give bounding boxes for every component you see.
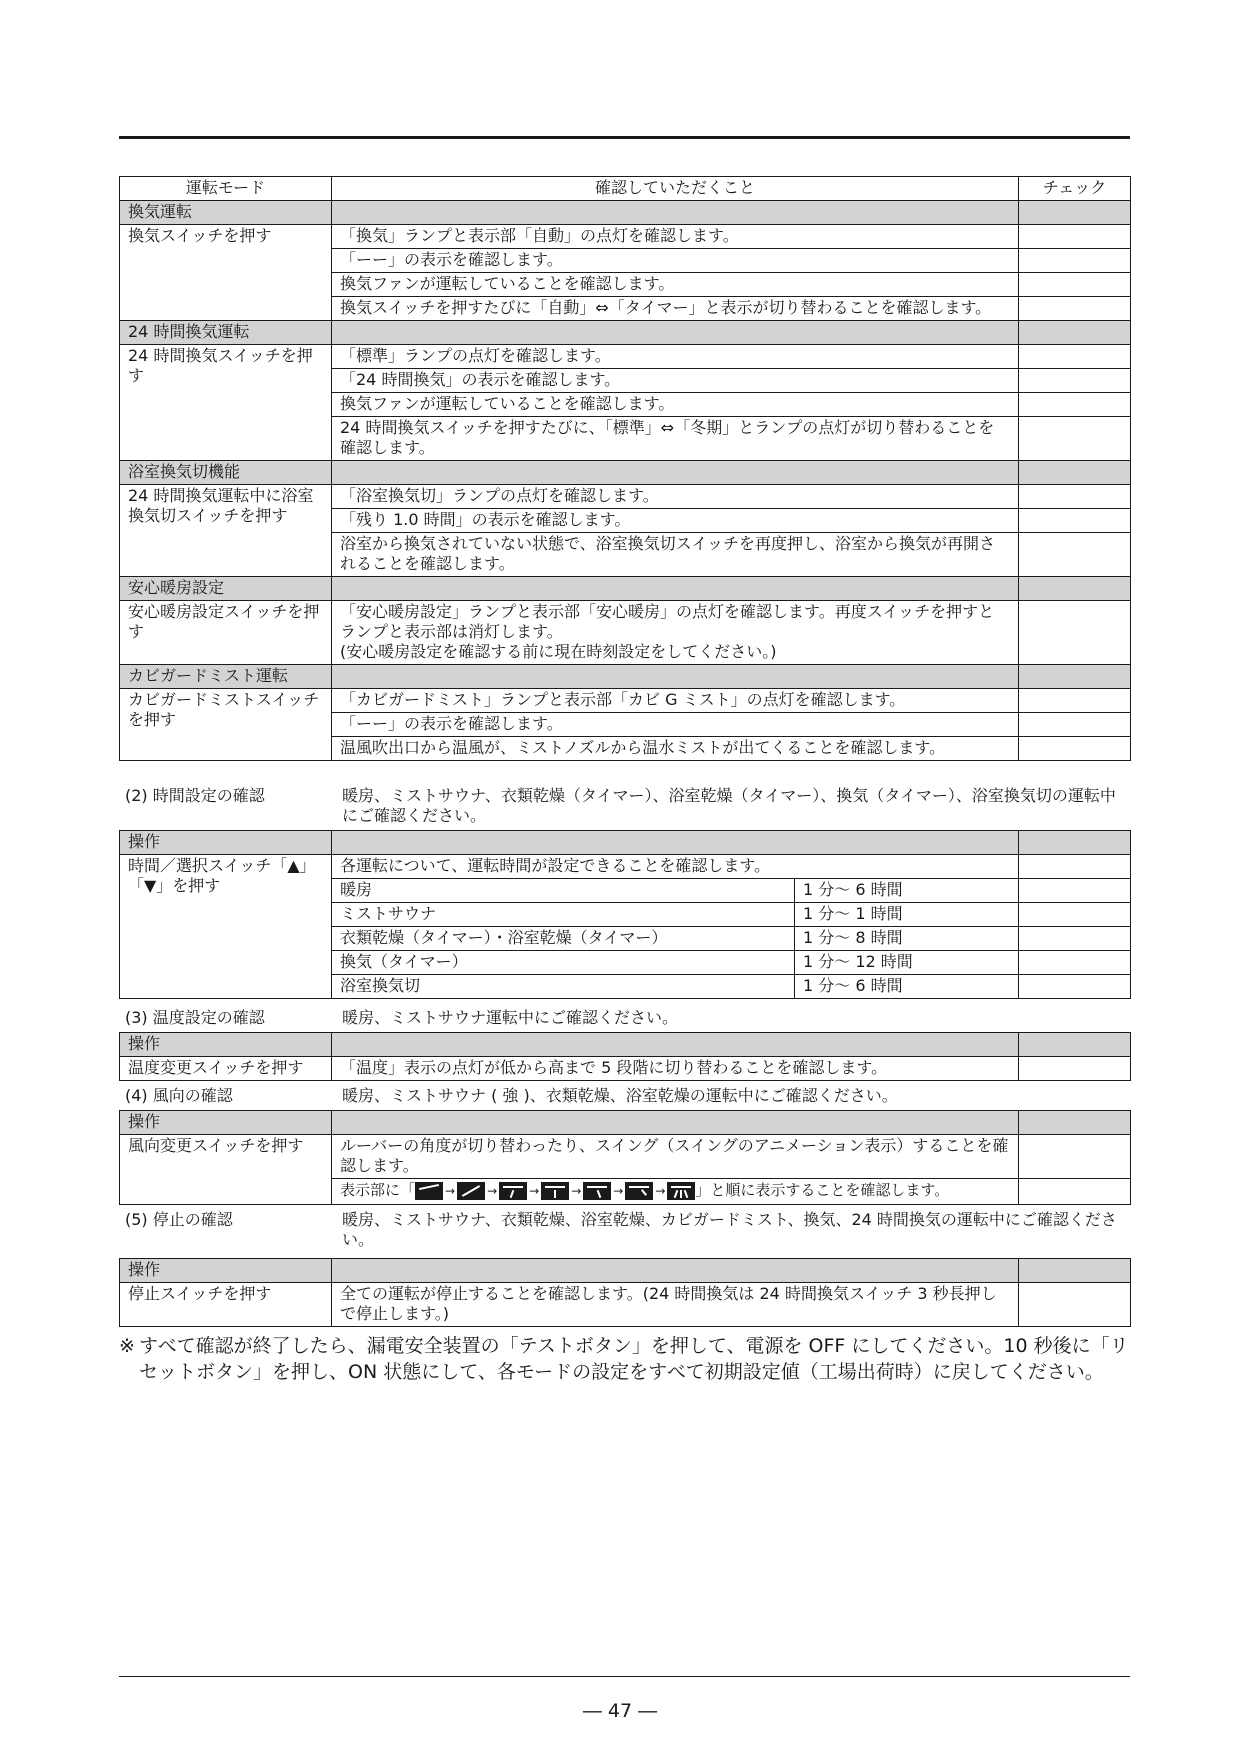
section-row	[120, 201, 1131, 225]
check-box[interactable]	[1019, 927, 1131, 951]
check-item: 浴室から換気されていない状態で、浴室換気切スイッチを再度押し、浴室から換気が再開されることを確認します。	[332, 533, 1019, 577]
operation-cell: 風向変更スイッチを押す	[120, 1135, 332, 1205]
note-mark: ※	[119, 1335, 135, 1357]
check-box[interactable]	[1019, 1283, 1131, 1327]
section-label: (5) 停止の確認	[125, 1210, 233, 1229]
mode-cell: ミストサウナ	[332, 903, 795, 927]
check-box[interactable]	[1019, 601, 1131, 665]
table-row	[120, 225, 1131, 249]
check-box[interactable]	[1019, 225, 1131, 249]
section-title: 安心暖房設定	[120, 577, 332, 601]
section-description: 暖房、ミストサウナ ( 強 )、衣類乾燥、浴室乾燥の運転中にご確認ください。	[342, 1086, 898, 1105]
check-item	[332, 601, 1019, 665]
check-box[interactable]	[1019, 951, 1131, 975]
louver-4-icon	[541, 1182, 569, 1200]
check-box[interactable]	[1019, 345, 1131, 369]
arrow: →	[613, 1183, 624, 1198]
operation-cell: 時間／選択スイッチ「▲」「▼」を押す	[120, 855, 332, 999]
section-row	[120, 665, 1131, 689]
louver-2-icon	[457, 1182, 485, 1200]
section-label: (3) 温度設定の確認	[125, 1008, 265, 1027]
check-item: 「標準」ランプの点灯を確認します。	[332, 345, 1019, 369]
check-box[interactable]	[1019, 975, 1131, 999]
note-text: すべて確認が終了したら、漏電安全装置の「テストボタン」を押して、電源を OFF にしてください。10 秒後に「リセットボタン」を押し、ON 状態にして、各モードの設定をすべて初期設定値（工場出荷時）に戻してください。	[139, 1335, 1129, 1383]
checklist-table-main	[119, 176, 1131, 761]
check-box[interactable]	[1019, 297, 1131, 321]
check-item: ルーバーの角度が切り替わったり、スイング（スイングのアニメーション表示）することを確認します。	[332, 1135, 1019, 1179]
range-cell: 1 分～ 1 時間	[795, 903, 1019, 927]
section-row	[120, 461, 1131, 485]
check-item: 「24 時間換気」の表示を確認します。	[332, 369, 1019, 393]
louver-3-icon	[499, 1182, 527, 1200]
temp-setting-table	[119, 1032, 1131, 1081]
check-box[interactable]	[1019, 485, 1131, 509]
arrow: →	[571, 1183, 582, 1198]
check-box[interactable]	[1019, 1135, 1131, 1179]
table-row	[120, 1283, 1131, 1327]
operation-cell: 停止スイッチを押す	[120, 1283, 332, 1327]
louver-1-icon	[415, 1182, 443, 1200]
arrow: →	[529, 1183, 540, 1198]
section-title: 換気運転	[120, 201, 332, 225]
table-row	[120, 1135, 1131, 1179]
louver-6-icon	[625, 1182, 653, 1200]
mode-cell: 衣類乾燥（タイマー）・浴室乾燥（タイマー）	[332, 927, 795, 951]
range-cell: 1 分～ 12 時間	[795, 951, 1019, 975]
section-row	[120, 1033, 1131, 1057]
check-item: 「カビガードミスト」ランプと表示部「カビ G ミスト」の点灯を確認します。	[332, 689, 1019, 713]
section-title: カビガードミスト運転	[120, 665, 332, 689]
table-row	[120, 485, 1131, 509]
op-header: 操作	[120, 1259, 332, 1283]
check-item: 24 時間換気スイッチを押すたびに、「標準」⇔「冬期」とランプの点灯が切り替わることを確認します。	[332, 417, 1019, 461]
time-setting-intro	[119, 786, 1130, 828]
check-box[interactable]	[1019, 737, 1131, 761]
check-item: 全ての運転が停止することを確認します。(24 時間換気は 24 時間換気スイッチ 3 秒長押しで停止します。)	[332, 1283, 1019, 1327]
temp-setting-intro	[119, 1008, 1130, 1030]
check-box[interactable]	[1019, 417, 1131, 461]
table-row	[120, 345, 1131, 369]
table-row	[120, 689, 1131, 713]
header-check: チェック	[1019, 177, 1131, 201]
bottom-rule	[119, 1676, 1130, 1677]
check-item: 換気ファンが運転していることを確認します。	[332, 273, 1019, 297]
louver-5-icon	[583, 1182, 611, 1200]
range-cell: 1 分～ 6 時間	[795, 879, 1019, 903]
section-row	[120, 1111, 1131, 1135]
check-item: 温風吹出口から温風が、ミストノズルから温水ミストが出てくることを確認します。	[332, 737, 1019, 761]
section-label: (2) 時間設定の確認	[125, 786, 265, 805]
check-box[interactable]	[1019, 249, 1131, 273]
section-row	[120, 321, 1131, 345]
operation-cell: 24 時間換気スイッチを押す	[120, 345, 332, 461]
check-box[interactable]	[1019, 369, 1131, 393]
louver-sequence	[415, 1180, 695, 1201]
arrow: →	[655, 1183, 666, 1198]
page-number: ― 47 ―	[582, 1700, 658, 1722]
stop-setting-table	[119, 1258, 1131, 1327]
section-description: 暖房、ミストサウナ、衣類乾燥、浴室乾燥、カビガードミスト、換気、24 時間換気の運転中にご確認ください。	[342, 1210, 1117, 1249]
table-row	[120, 601, 1131, 665]
arrow: →	[487, 1183, 498, 1198]
louver-swing-icon	[667, 1182, 695, 1200]
check-box[interactable]	[1019, 855, 1131, 879]
check-item	[332, 1179, 1019, 1205]
section-row	[120, 1259, 1131, 1283]
operation-cell: 安心暖房設定スイッチを押す	[120, 601, 332, 665]
op-header: 操作	[120, 831, 332, 855]
check-item: 換気スイッチを押すたびに「自動」⇔「タイマー」と表示が切り替わることを確認します。	[332, 297, 1019, 321]
operation-cell: 24 時間換気運転中に浴室換気切スイッチを押す	[120, 485, 332, 577]
check-box[interactable]	[1019, 509, 1131, 533]
check-box[interactable]	[1019, 903, 1131, 927]
section-title: 浴室換気切機能	[120, 461, 332, 485]
table-row	[120, 1057, 1131, 1081]
operation-cell: 温度変更スイッチを押す	[120, 1057, 332, 1081]
op-header: 操作	[120, 1033, 332, 1057]
section-row	[120, 831, 1131, 855]
stop-setting-intro	[119, 1210, 1130, 1252]
section-description: 暖房、ミストサウナ運転中にご確認ください。	[342, 1008, 679, 1027]
range-cell: 1 分～ 8 時間	[795, 927, 1019, 951]
header-mode: 運転モード	[120, 177, 332, 201]
seq-suffix: 」と順に表示することを確認します。	[695, 1181, 950, 1199]
check-item: 「温度」表示の点灯が低から高まで 5 段階に切り替わることを確認します。	[332, 1057, 1019, 1081]
check-text: 「安心暖房設定」ランプと表示部「安心暖房」の点灯を確認します。再度スイッチを押すとランプと表示部は消灯します。	[340, 602, 995, 641]
check-box[interactable]	[1019, 879, 1131, 903]
check-note: (安心暖房設定を確認する前に現在時刻設定をしてください。)	[340, 642, 777, 661]
seq-prefix: 表示部に「	[340, 1181, 416, 1199]
header-check-items: 確認していただくこと	[332, 177, 1019, 201]
table-header-row	[120, 177, 1131, 201]
arrow: →	[445, 1183, 456, 1198]
table-row	[120, 855, 1131, 879]
top-rule	[119, 136, 1130, 139]
check-box[interactable]	[1019, 393, 1131, 417]
operation-cell: 換気スイッチを押す	[120, 225, 332, 321]
check-item: 「ーー」の表示を確認します。	[332, 713, 1019, 737]
check-box[interactable]	[1019, 689, 1131, 713]
mode-cell: 暖房	[332, 879, 795, 903]
check-item: 「ーー」の表示を確認します。	[332, 249, 1019, 273]
check-box[interactable]	[1019, 273, 1131, 297]
section-description: 暖房、ミストサウナ、衣類乾燥（タイマー）、浴室乾燥（タイマー）、換気（タイマー）、浴室換気切の運転中にご確認ください。	[342, 786, 1116, 825]
wind-setting-table	[119, 1110, 1131, 1205]
operation-cell: カビガードミストスイッチを押す	[120, 689, 332, 761]
op-header: 操作	[120, 1111, 332, 1135]
check-box[interactable]	[1019, 713, 1131, 737]
check-item: 「換気」ランプと表示部「自動」の点灯を確認します。	[332, 225, 1019, 249]
check-item: 換気ファンが運転していることを確認します。	[332, 393, 1019, 417]
range-cell: 1 分～ 6 時間	[795, 975, 1019, 999]
section-label: (4) 風向の確認	[125, 1086, 233, 1105]
check-item: 各運転について、運転時間が設定できることを確認します。	[332, 855, 1019, 879]
check-item: 「浴室換気切」ランプの点灯を確認します。	[332, 485, 1019, 509]
wind-setting-intro	[119, 1086, 1130, 1108]
mode-cell: 換気（タイマー）	[332, 951, 795, 975]
mode-cell: 浴室換気切	[332, 975, 795, 999]
check-box[interactable]	[1019, 1179, 1131, 1205]
section-row	[120, 577, 1131, 601]
check-item: 「残り 1.0 時間」の表示を確認します。	[332, 509, 1019, 533]
time-setting-table	[119, 830, 1131, 999]
check-box[interactable]	[1019, 1057, 1131, 1081]
check-box[interactable]	[1019, 533, 1131, 577]
section-title: 24 時間換気運転	[120, 321, 332, 345]
